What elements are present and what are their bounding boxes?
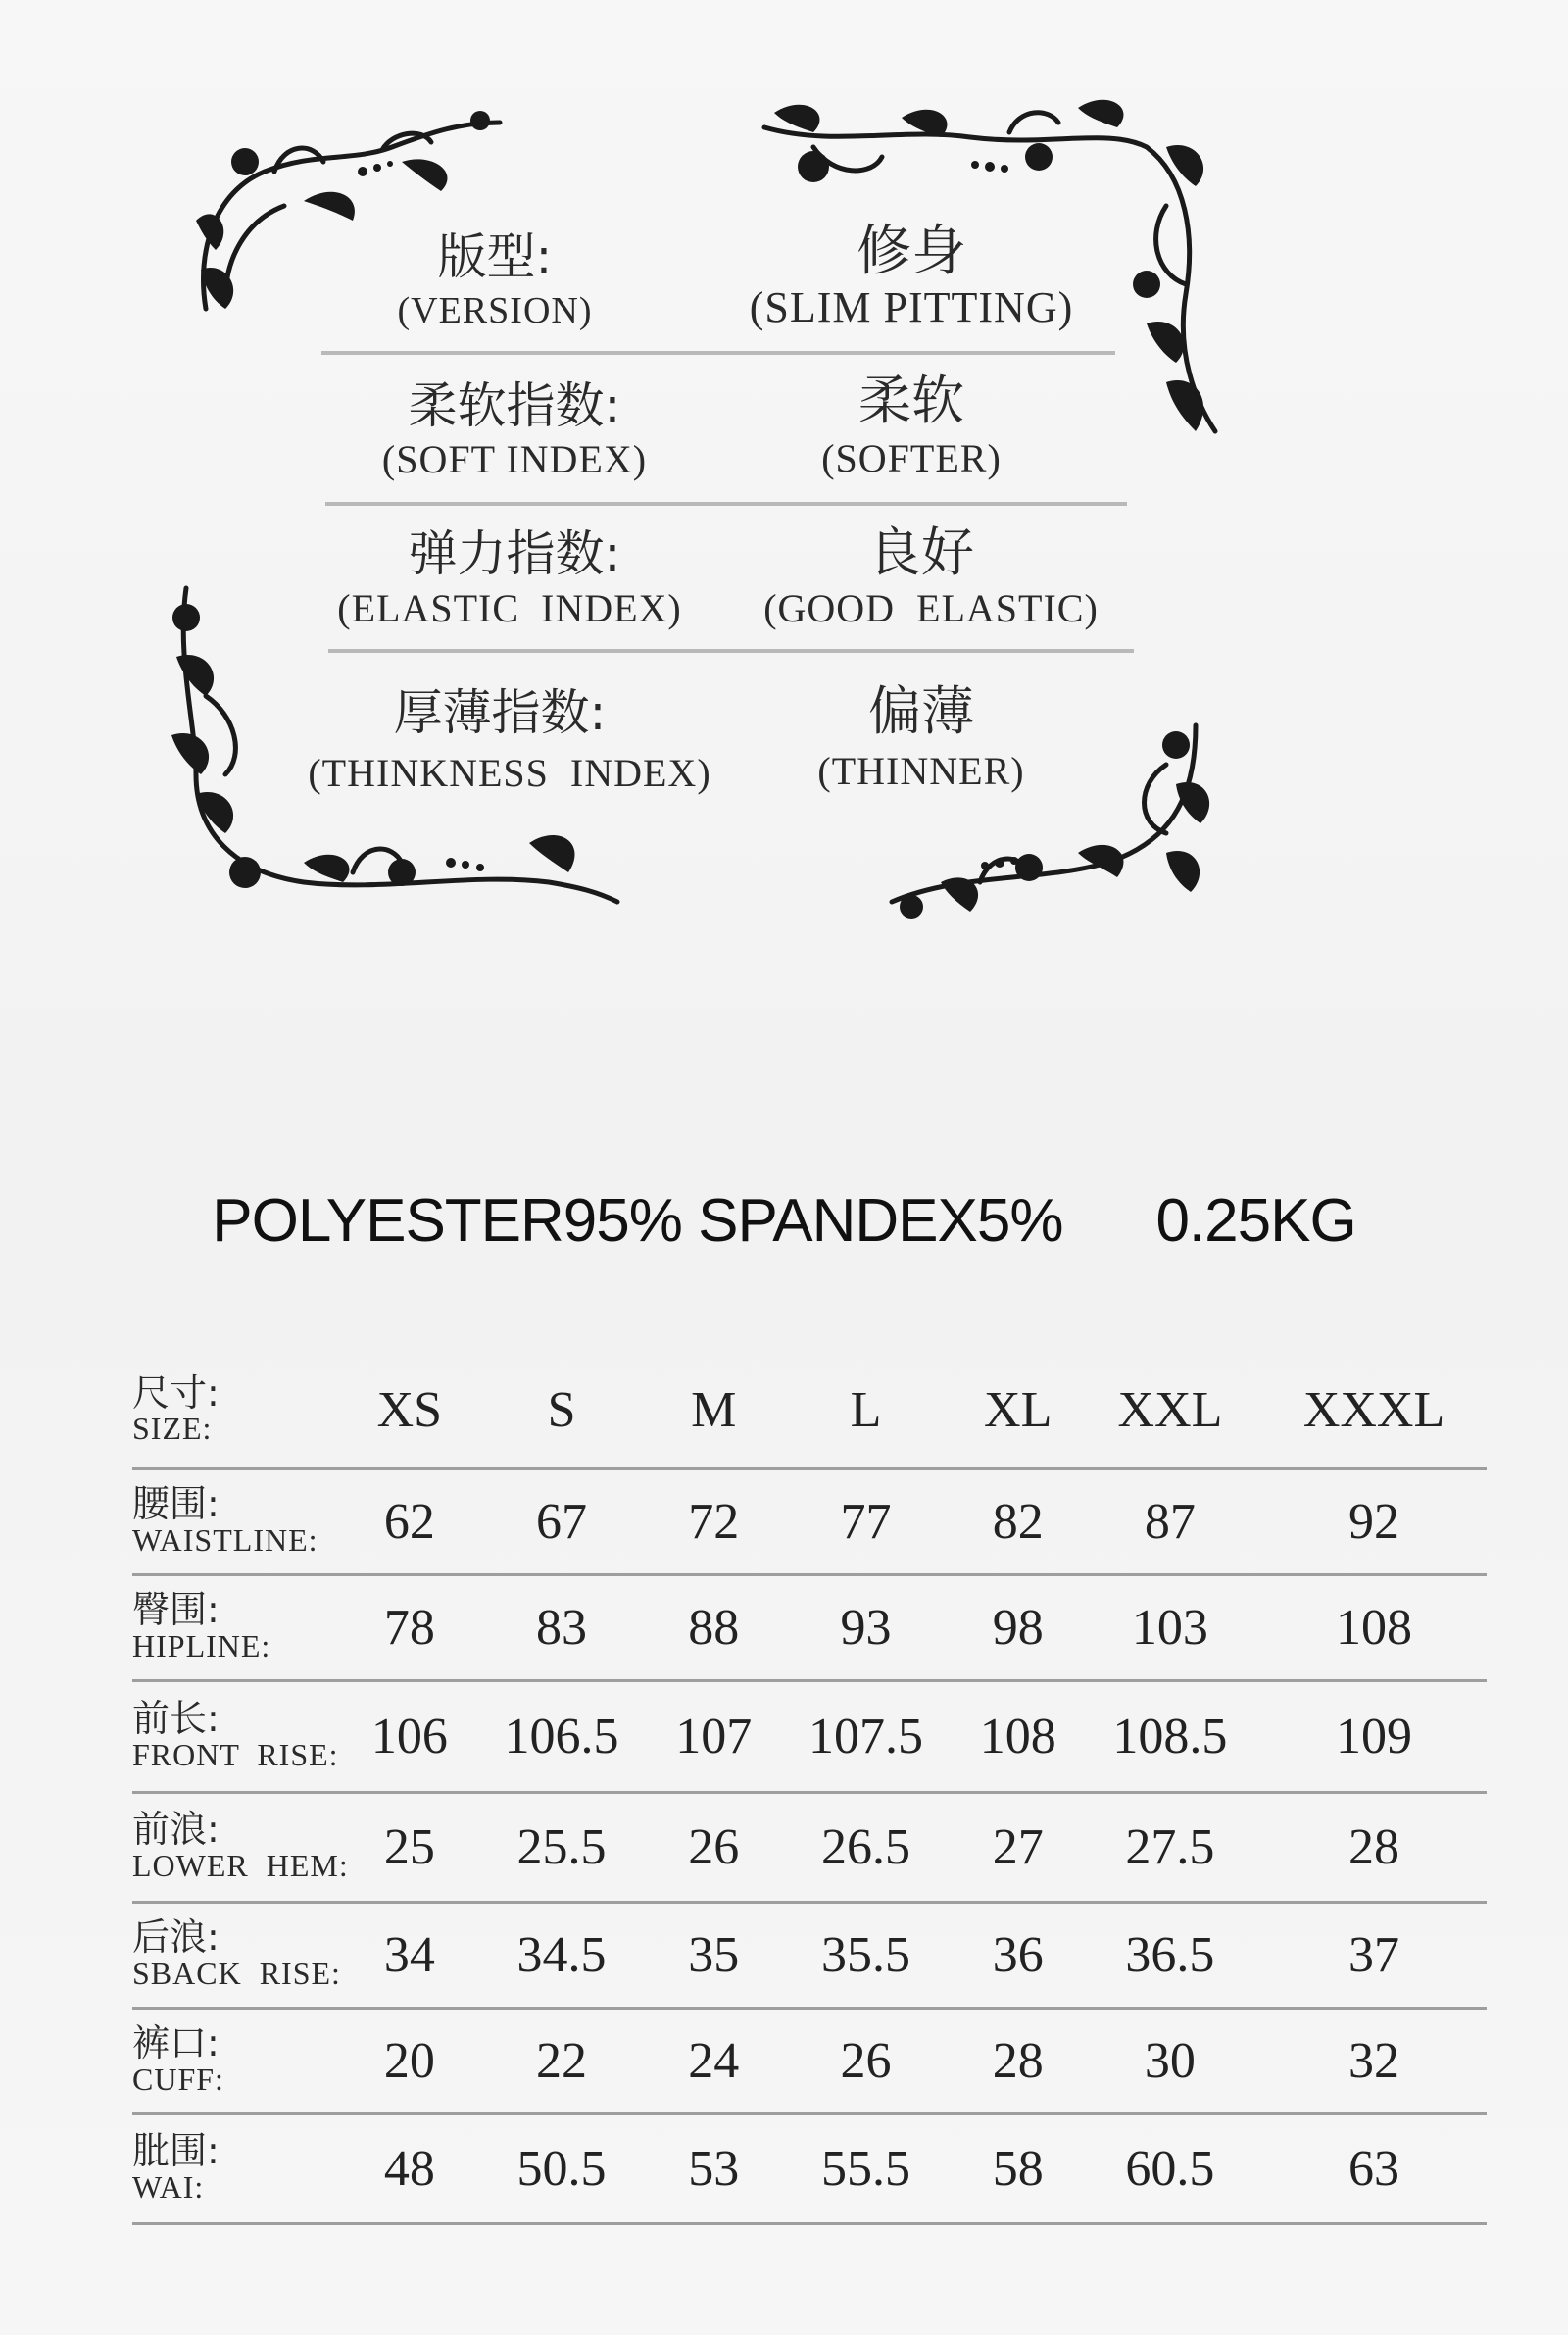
table-row-lower-hem — [132, 1792, 1487, 1902]
attribute-value-en: (SLIM PITTING) — [749, 283, 1074, 331]
table-cell: 32 — [1348, 2032, 1400, 2089]
attribute-label-en: (SOFT INDEX) — [381, 437, 648, 481]
attribute-value-en: (SOFTER) — [821, 436, 1002, 480]
table-cell: 88 — [688, 1599, 740, 1656]
product-attributes — [294, 196, 1176, 843]
row-label: 裤口: CUFF: — [132, 2021, 224, 2098]
table-cell: 98 — [992, 1599, 1044, 1656]
table-cell: 22 — [536, 2032, 588, 2089]
table-row-cuff — [132, 2008, 1487, 2113]
table-row-front-rise — [132, 1680, 1487, 1792]
table-cell: 35.5 — [820, 1926, 910, 1983]
attribute-label-cn: 柔软指数: — [408, 377, 621, 434]
attribute-label-cn: 版型: — [437, 228, 553, 285]
row-label: 后浪: SBACK RISE: — [132, 1915, 341, 1992]
table-cell: 63 — [1348, 2140, 1400, 2197]
table-cell: 58 — [992, 2140, 1044, 2197]
table-cell: 37 — [1348, 1926, 1400, 1983]
table-cell: 30 — [1144, 2032, 1196, 2089]
table-cell: 28 — [1348, 1818, 1400, 1875]
table-cell: 106.5 — [504, 1708, 619, 1764]
table-cell: 106 — [370, 1708, 448, 1764]
table-cell: 62 — [383, 1493, 435, 1550]
size-xs: XS — [376, 1381, 443, 1438]
table-cell: 25 — [383, 1818, 435, 1875]
attribute-label-en: (VERSION) — [397, 290, 593, 331]
table-cell: 27 — [992, 1818, 1044, 1875]
attribute-value-en: (THINNER) — [817, 749, 1025, 793]
table-cell: 108.5 — [1112, 1708, 1228, 1764]
size-header-row — [132, 1353, 1487, 1468]
table-cell: 107.5 — [808, 1708, 923, 1764]
attribute-value-cn: 柔软 — [858, 370, 964, 431]
attribute-label-en: (THINKNESS INDEX) — [308, 751, 711, 795]
attribute-elastic-index — [294, 505, 1176, 652]
table-cell: 82 — [992, 1493, 1044, 1550]
row-label: 前浪: LOWER HEM: — [132, 1808, 349, 1884]
attribute-value-cn: 良好 — [868, 522, 974, 583]
table-cell: 20 — [383, 2032, 435, 2089]
table-cell: 87 — [1144, 1493, 1196, 1550]
table-cell: 92 — [1348, 1493, 1400, 1550]
table-cell: 26 — [688, 1818, 740, 1875]
size-xxxl: XXXL — [1302, 1381, 1446, 1438]
table-row-waistline — [132, 1468, 1487, 1574]
size-s: S — [547, 1381, 576, 1438]
attribute-label-cn: 弹力指数: — [408, 525, 621, 582]
table-cell: 36.5 — [1125, 1926, 1215, 1983]
table-cell: 34.5 — [516, 1926, 607, 1983]
size-m: M — [691, 1381, 737, 1438]
table-cell: 27.5 — [1125, 1818, 1215, 1875]
table-cell: 103 — [1131, 1599, 1208, 1656]
table-cell: 109 — [1336, 1708, 1413, 1764]
row-label: 肶围: WAI: — [132, 2129, 220, 2206]
table-cell: 25.5 — [516, 1818, 607, 1875]
size-xxl: XXL — [1117, 1381, 1223, 1438]
material-line — [0, 1186, 1568, 1256]
size-xl: XL — [984, 1381, 1053, 1438]
material-weight: 0.25KG — [1155, 1187, 1356, 1255]
attribute-value-cn: 修身 — [857, 220, 966, 283]
table-cell: 53 — [688, 2140, 740, 2197]
attribute-thickness-index — [294, 652, 1176, 828]
table-cell: 83 — [536, 1599, 588, 1656]
row-label: 臀围: HIPLINE: — [132, 1588, 271, 1664]
table-cell: 55.5 — [820, 2140, 910, 2197]
table-cell: 48 — [383, 2140, 435, 2197]
table-cell: 108 — [979, 1708, 1056, 1764]
table-row-back-rise — [132, 1902, 1487, 2008]
table-cell: 77 — [840, 1493, 892, 1550]
table-cell: 93 — [840, 1599, 892, 1656]
table-cell: 108 — [1336, 1599, 1413, 1656]
attribute-label-en: (ELASTIC INDEX) — [337, 586, 682, 630]
size-table — [132, 1353, 1487, 2225]
table-cell: 36 — [992, 1926, 1044, 1983]
table-cell: 107 — [675, 1708, 753, 1764]
attribute-value-en: (GOOD ELASTIC) — [763, 586, 1099, 630]
table-cell: 34 — [383, 1926, 435, 1983]
size-l: L — [850, 1381, 882, 1438]
material-composition: POLYESTER95% SPANDEX5% — [212, 1187, 1063, 1255]
table-cell: 67 — [536, 1493, 588, 1550]
table-cell: 78 — [383, 1599, 435, 1656]
table-cell: 35 — [688, 1926, 740, 1983]
table-cell: 26.5 — [820, 1818, 910, 1875]
attribute-label-cn: 厚薄指数: — [393, 684, 607, 741]
table-cell: 26 — [840, 2032, 892, 2089]
table-cell: 28 — [992, 2032, 1044, 2089]
attribute-soft-index — [294, 353, 1176, 505]
row-label: 前长: FRONT RISE: — [132, 1697, 339, 1773]
row-label: 腰围: WAISTLINE: — [132, 1482, 318, 1559]
table-row-wai — [132, 2113, 1487, 2223]
attribute-value-cn: 偏薄 — [868, 680, 974, 742]
table-cell: 50.5 — [516, 2140, 607, 2197]
attribute-version — [294, 196, 1176, 353]
table-cell: 72 — [688, 1493, 740, 1550]
table-cell: 60.5 — [1125, 2140, 1215, 2197]
row-label: 尺寸: SIZE: — [132, 1370, 220, 1447]
table-cell: 24 — [688, 2032, 740, 2089]
table-row-hipline — [132, 1574, 1487, 1680]
